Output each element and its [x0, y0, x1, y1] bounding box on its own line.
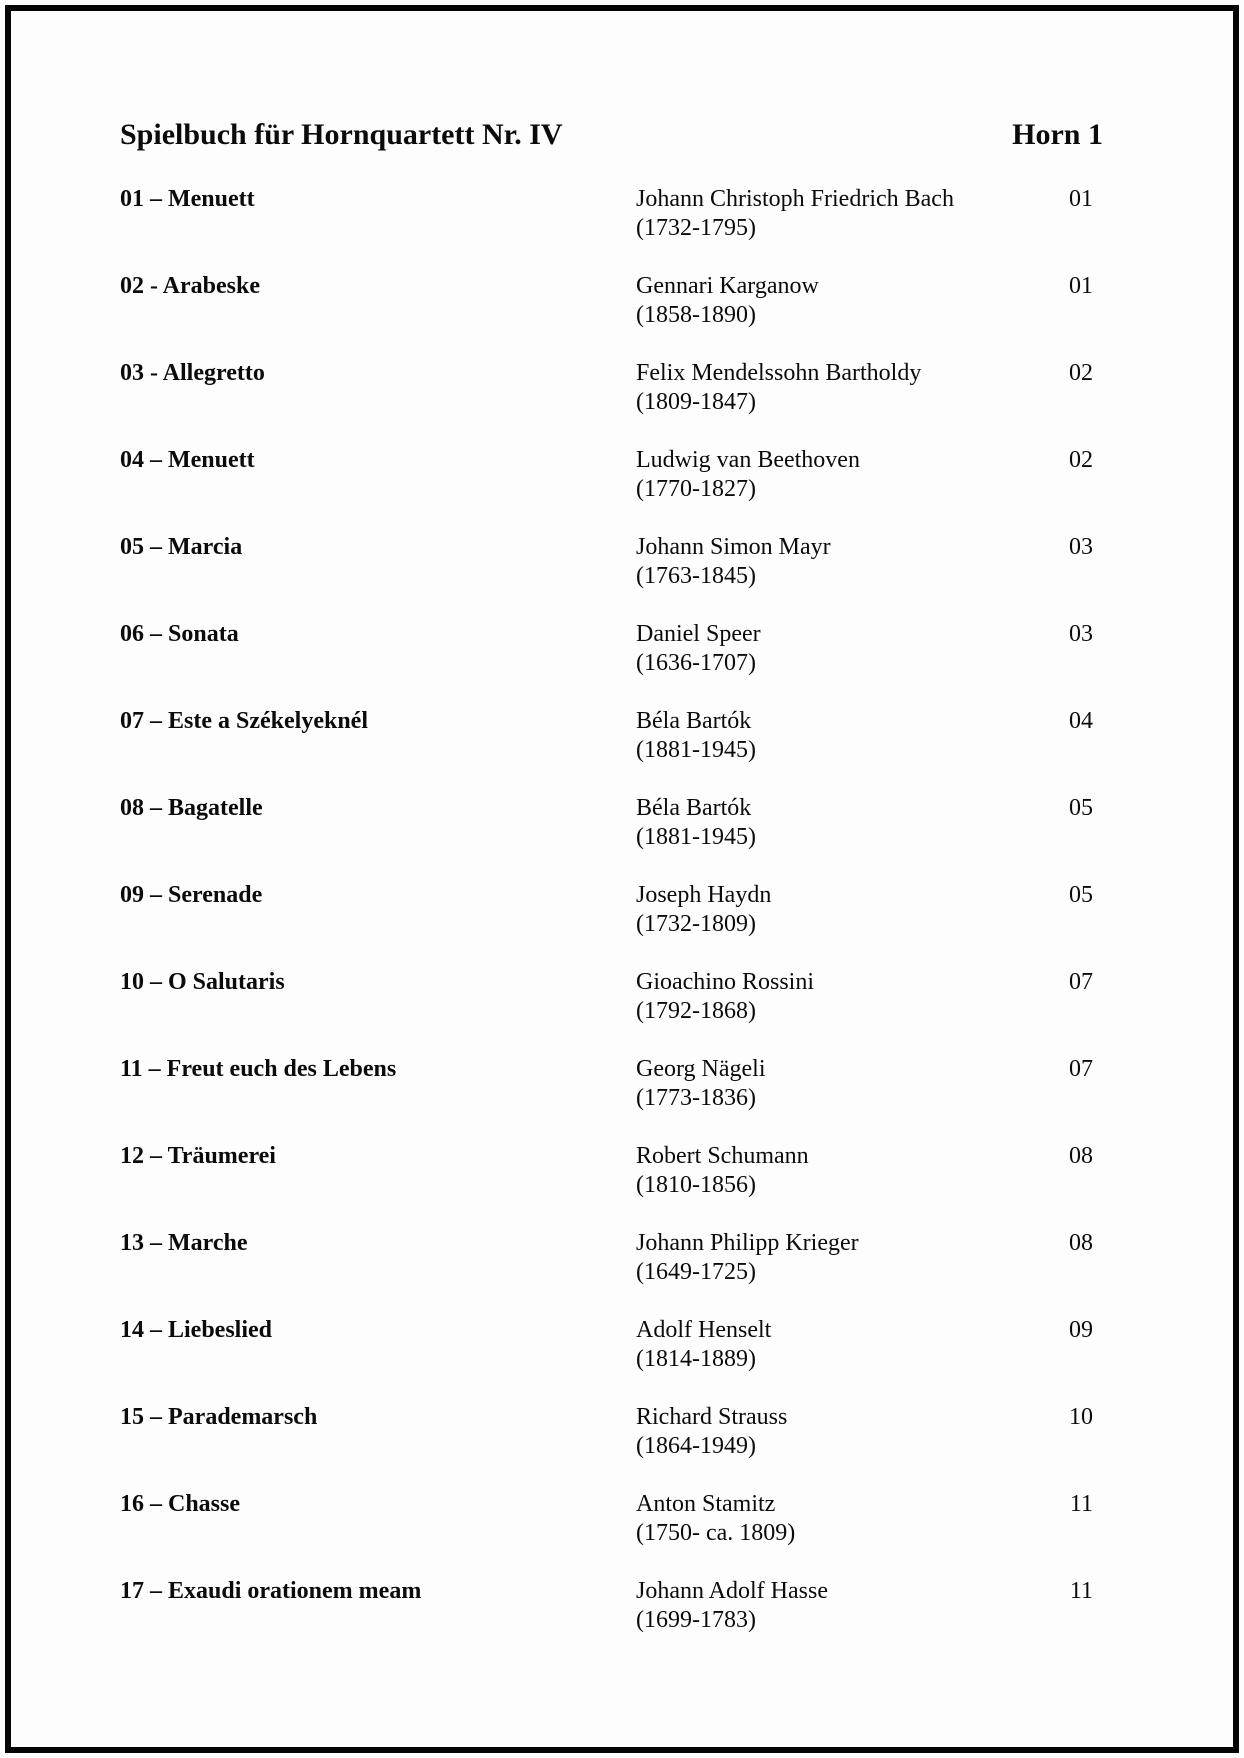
composer-name: Johann Christoph Friedrich Bach: [636, 186, 954, 212]
toc-row: [120, 794, 1103, 852]
composer-dates: (1792-1868): [636, 998, 756, 1024]
composer-name: Johann Philipp Krieger: [636, 1230, 859, 1256]
toc-row: [120, 1316, 1103, 1374]
composer-name: Gioachino Rossini: [636, 969, 814, 995]
piece-title: 08 – Bagatelle: [120, 795, 263, 821]
composer-cell: [636, 185, 1033, 243]
toc-row: [120, 1577, 1103, 1635]
page-number: 05: [1069, 882, 1093, 908]
piece-title: 10 – O Salutaris: [120, 969, 285, 995]
piece-title: 12 – Träumerei: [120, 1143, 276, 1169]
composer-dates: (1732-1809): [636, 911, 756, 937]
composer-dates: (1858-1890): [636, 302, 756, 328]
table-of-contents: [120, 185, 1103, 1635]
piece-title: 02 - Arabeske: [120, 273, 260, 299]
composer-dates: (1699-1783): [636, 1607, 756, 1633]
piece-title: 15 – Parademarsch: [120, 1404, 318, 1430]
page-number: 03: [1069, 534, 1093, 560]
page-number: 08: [1069, 1230, 1093, 1256]
composer-cell: [636, 1229, 1033, 1287]
page-number: 03: [1069, 621, 1093, 647]
page-number: 08: [1069, 1143, 1093, 1169]
composer-dates: (1881-1945): [636, 824, 756, 850]
composer-name: Johann Simon Mayr: [636, 534, 831, 560]
page-number: 02: [1069, 447, 1093, 473]
composer-cell: [636, 1577, 1033, 1635]
composer-name: Felix Mendelssohn Bartholdy: [636, 360, 922, 386]
piece-title: 03 - Allegretto: [120, 360, 265, 386]
page-number: 09: [1069, 1317, 1093, 1343]
page-number: 11: [1069, 1578, 1093, 1604]
page-number: 07: [1069, 969, 1093, 995]
page-number: 04: [1069, 708, 1093, 734]
composer-name: Daniel Speer: [636, 621, 761, 647]
piece-title: 11 – Freut euch des Lebens: [120, 1056, 397, 1082]
composer-name: Joseph Haydn: [636, 882, 772, 908]
composer-dates: (1770-1827): [636, 476, 756, 502]
composer-dates: (1864-1949): [636, 1433, 756, 1459]
piece-title: 16 – Chasse: [120, 1491, 241, 1517]
page-number: 01: [1069, 273, 1093, 299]
composer-cell: [636, 794, 1033, 852]
composer-dates: (1636-1707): [636, 650, 756, 676]
composer-dates: (1763-1845): [636, 563, 756, 589]
page-number: 01: [1069, 186, 1093, 212]
piece-title: 17 – Exaudi orationem meam: [120, 1578, 422, 1604]
composer-name: Anton Stamitz: [636, 1491, 776, 1517]
composer-cell: [636, 1490, 1033, 1548]
toc-row: [120, 707, 1103, 765]
composer-cell: [636, 881, 1033, 939]
composer-dates: (1732-1795): [636, 215, 756, 241]
composer-cell: [636, 620, 1033, 678]
composer-cell: [636, 707, 1033, 765]
page-number: 10: [1069, 1404, 1093, 1430]
composer-dates: (1814-1889): [636, 1346, 756, 1372]
page-number: 11: [1069, 1491, 1093, 1517]
page-number: 05: [1069, 795, 1093, 821]
composer-cell: [636, 1142, 1033, 1200]
part-label: Horn 1: [1012, 118, 1103, 151]
toc-row: [120, 272, 1103, 330]
composer-cell: [636, 359, 1033, 417]
toc-row: [120, 1490, 1103, 1548]
composer-cell: [636, 272, 1033, 330]
piece-title: 07 – Este a Székelyeknél: [120, 708, 368, 734]
piece-title: 01 – Menuett: [120, 186, 255, 212]
page-number: 07: [1069, 1056, 1093, 1082]
toc-row: [120, 968, 1103, 1026]
page-border-frame: [5, 5, 1239, 1753]
composer-name: Johann Adolf Hasse: [636, 1578, 828, 1604]
piece-title: 14 – Liebeslied: [120, 1317, 273, 1343]
toc-row: [120, 620, 1103, 678]
piece-title: 09 – Serenade: [120, 882, 263, 908]
composer-dates: (1881-1945): [636, 737, 756, 763]
composer-name: Béla Bartók: [636, 708, 752, 734]
toc-row: [120, 1403, 1103, 1461]
composer-cell: [636, 1403, 1033, 1461]
composer-name: Gennari Karganow: [636, 273, 819, 299]
toc-row: [120, 1142, 1103, 1200]
page-header: [120, 117, 1103, 153]
toc-row: [120, 1229, 1103, 1287]
toc-row: [120, 359, 1103, 417]
composer-name: Robert Schumann: [636, 1143, 809, 1169]
composer-cell: [636, 968, 1033, 1026]
composer-dates: (1809-1847): [636, 389, 756, 415]
composer-name: Ludwig van Beethoven: [636, 447, 860, 473]
composer-dates: (1810-1856): [636, 1172, 756, 1198]
toc-row: [120, 1055, 1103, 1113]
composer-cell: [636, 446, 1033, 504]
composer-dates: (1649-1725): [636, 1259, 756, 1285]
page-number: 02: [1069, 360, 1093, 386]
toc-row: [120, 881, 1103, 939]
composer-cell: [636, 1055, 1033, 1113]
composer-dates: (1773-1836): [636, 1085, 756, 1111]
composer-name: Béla Bartók: [636, 795, 752, 821]
page-title: Spielbuch für Hornquartett Nr. IV: [120, 118, 563, 151]
composer-cell: [636, 533, 1033, 591]
toc-row: [120, 185, 1103, 243]
piece-title: 06 – Sonata: [120, 621, 239, 647]
toc-row: [120, 446, 1103, 504]
composer-cell: [636, 1316, 1033, 1374]
piece-title: 04 – Menuett: [120, 447, 255, 473]
toc-row: [120, 533, 1103, 591]
composer-dates: (1750- ca. 1809): [636, 1520, 796, 1546]
composer-name: Georg Nägeli: [636, 1056, 766, 1082]
composer-name: Richard Strauss: [636, 1404, 788, 1430]
piece-title: 05 – Marcia: [120, 534, 243, 560]
composer-name: Adolf Henselt: [636, 1317, 772, 1343]
piece-title: 13 – Marche: [120, 1230, 248, 1256]
